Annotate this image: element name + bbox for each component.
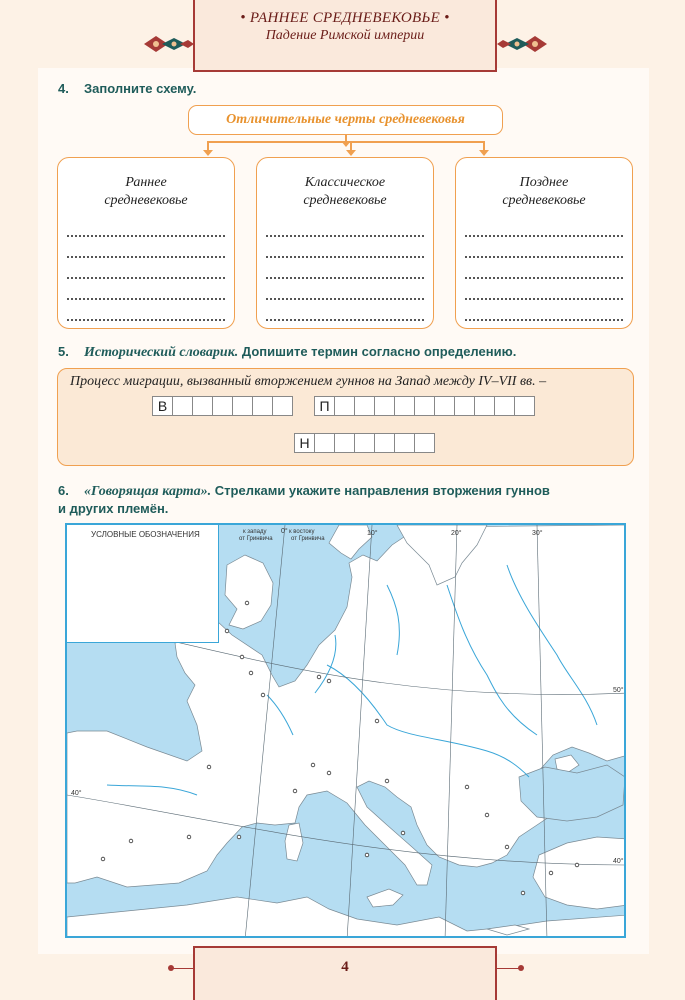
letter-cell[interactable]: [252, 396, 273, 416]
letter-cell[interactable]: [514, 396, 535, 416]
letter-cell[interactable]: [414, 433, 435, 453]
letter-cell[interactable]: В: [152, 396, 173, 416]
answer-lines[interactable]: [266, 216, 424, 321]
scheme-stem: [345, 135, 347, 142]
letter-cell[interactable]: [454, 396, 475, 416]
task-5-heading: [58, 344, 516, 361]
letter-cell[interactable]: [494, 396, 515, 416]
letter-cell[interactable]: [272, 396, 293, 416]
letter-cell[interactable]: [414, 396, 435, 416]
task-5-text: Допишите термин согласно определению.: [241, 344, 517, 359]
map-legend[interactable]: [67, 525, 219, 643]
column-title-line1: Классическое: [304, 175, 386, 190]
column-title-line2: средневековье: [104, 193, 188, 208]
letter-cell[interactable]: [192, 396, 213, 416]
letter-cell[interactable]: [374, 433, 395, 453]
scheme-arrow-right: [483, 141, 485, 151]
right-ornament-icon: [497, 34, 549, 54]
letter-cell[interactable]: [334, 396, 355, 416]
column-title-line1: Раннее: [125, 175, 167, 190]
letter-cell[interactable]: [474, 396, 495, 416]
parallel-40-left-label: 40°: [71, 790, 82, 797]
scheme-arrow-middle: [350, 141, 352, 151]
parallel-50-label: 50°: [613, 687, 624, 694]
header-tab: [193, 0, 497, 72]
chapter-title: • РАННЕЕ СРЕДНЕВЕКОВЬЕ •: [240, 10, 450, 26]
meridian-0-label: 0°: [281, 528, 288, 535]
west-of-greenwich-label-2: от Гринвича: [239, 536, 273, 542]
letter-cell[interactable]: [314, 433, 335, 453]
east-of-greenwich-label: к востоку: [289, 529, 315, 535]
letter-cell[interactable]: Н: [294, 433, 315, 453]
task-6-text-line2: и других племён.: [58, 501, 169, 516]
letter-cell[interactable]: [434, 396, 455, 416]
left-ornament-icon: [142, 34, 194, 54]
scheme-top-box: Отличительные черты средневековья: [188, 105, 503, 135]
meridian-20-label: 20°: [451, 530, 462, 537]
letter-cell[interactable]: [172, 396, 193, 416]
letter-cell[interactable]: [354, 433, 375, 453]
footer-tab: [193, 946, 497, 1000]
scheme-column-early: [57, 157, 235, 329]
letter-cell[interactable]: [334, 433, 355, 453]
answer-lines[interactable]: [67, 216, 225, 321]
east-of-greenwich-label-2: от Гринвича: [291, 536, 325, 542]
scheme-column-classic: [256, 157, 434, 329]
task-6-heading: [58, 482, 635, 517]
legend-title: УСЛОВНЫЕ ОБОЗНАЧЕНИЯ: [91, 530, 200, 539]
parallel-40-right-label: 40°: [613, 858, 624, 865]
task-4-text: Заполните схему.: [84, 81, 197, 96]
answer-lines[interactable]: [465, 216, 623, 321]
task-4-number: 4.: [58, 81, 69, 96]
task-5-title: Исторический словарик.: [84, 345, 239, 360]
letter-cell[interactable]: [232, 396, 253, 416]
letter-cell[interactable]: [354, 396, 375, 416]
page-number: 4: [341, 959, 349, 975]
letter-cell[interactable]: [394, 433, 415, 453]
task-5-number: 5.: [58, 344, 69, 359]
west-of-greenwich-label: к западу: [243, 529, 267, 535]
scheme-arrow-left: [207, 141, 209, 151]
word-cells-1[interactable]: [153, 396, 293, 416]
task-6-title: «Говорящая карта».: [84, 484, 212, 499]
word-cells-2[interactable]: [315, 396, 535, 416]
word-cells-3[interactable]: [295, 433, 435, 453]
column-title-line1: Позднее: [519, 175, 569, 190]
letter-cell[interactable]: [212, 396, 233, 416]
meridian-30-label: 30°: [532, 530, 543, 537]
contour-map[interactable]: [65, 523, 626, 938]
letter-cell[interactable]: [394, 396, 415, 416]
scheme-column-late: [455, 157, 633, 329]
task-6-number: 6.: [58, 483, 69, 498]
column-title-line2: средневековье: [303, 193, 387, 208]
column-title-line2: средневековье: [502, 193, 586, 208]
term-definition: Процесс миграции, вызванный вторжением гуннов на Запад между IV–VII вв. –: [70, 374, 547, 389]
footer-dot-left: [168, 965, 174, 971]
chapter-subtitle: Падение Римской империи: [265, 28, 425, 43]
footer-rule-left: [172, 968, 193, 969]
task-4-heading: [58, 81, 196, 96]
letter-cell[interactable]: [374, 396, 395, 416]
footer-dot-right: [518, 965, 524, 971]
meridian-10-label: 10°: [367, 530, 378, 537]
letter-cell[interactable]: П: [314, 396, 335, 416]
task-6-text: Стрелками укажите направления вторжения гуннов: [214, 483, 550, 498]
